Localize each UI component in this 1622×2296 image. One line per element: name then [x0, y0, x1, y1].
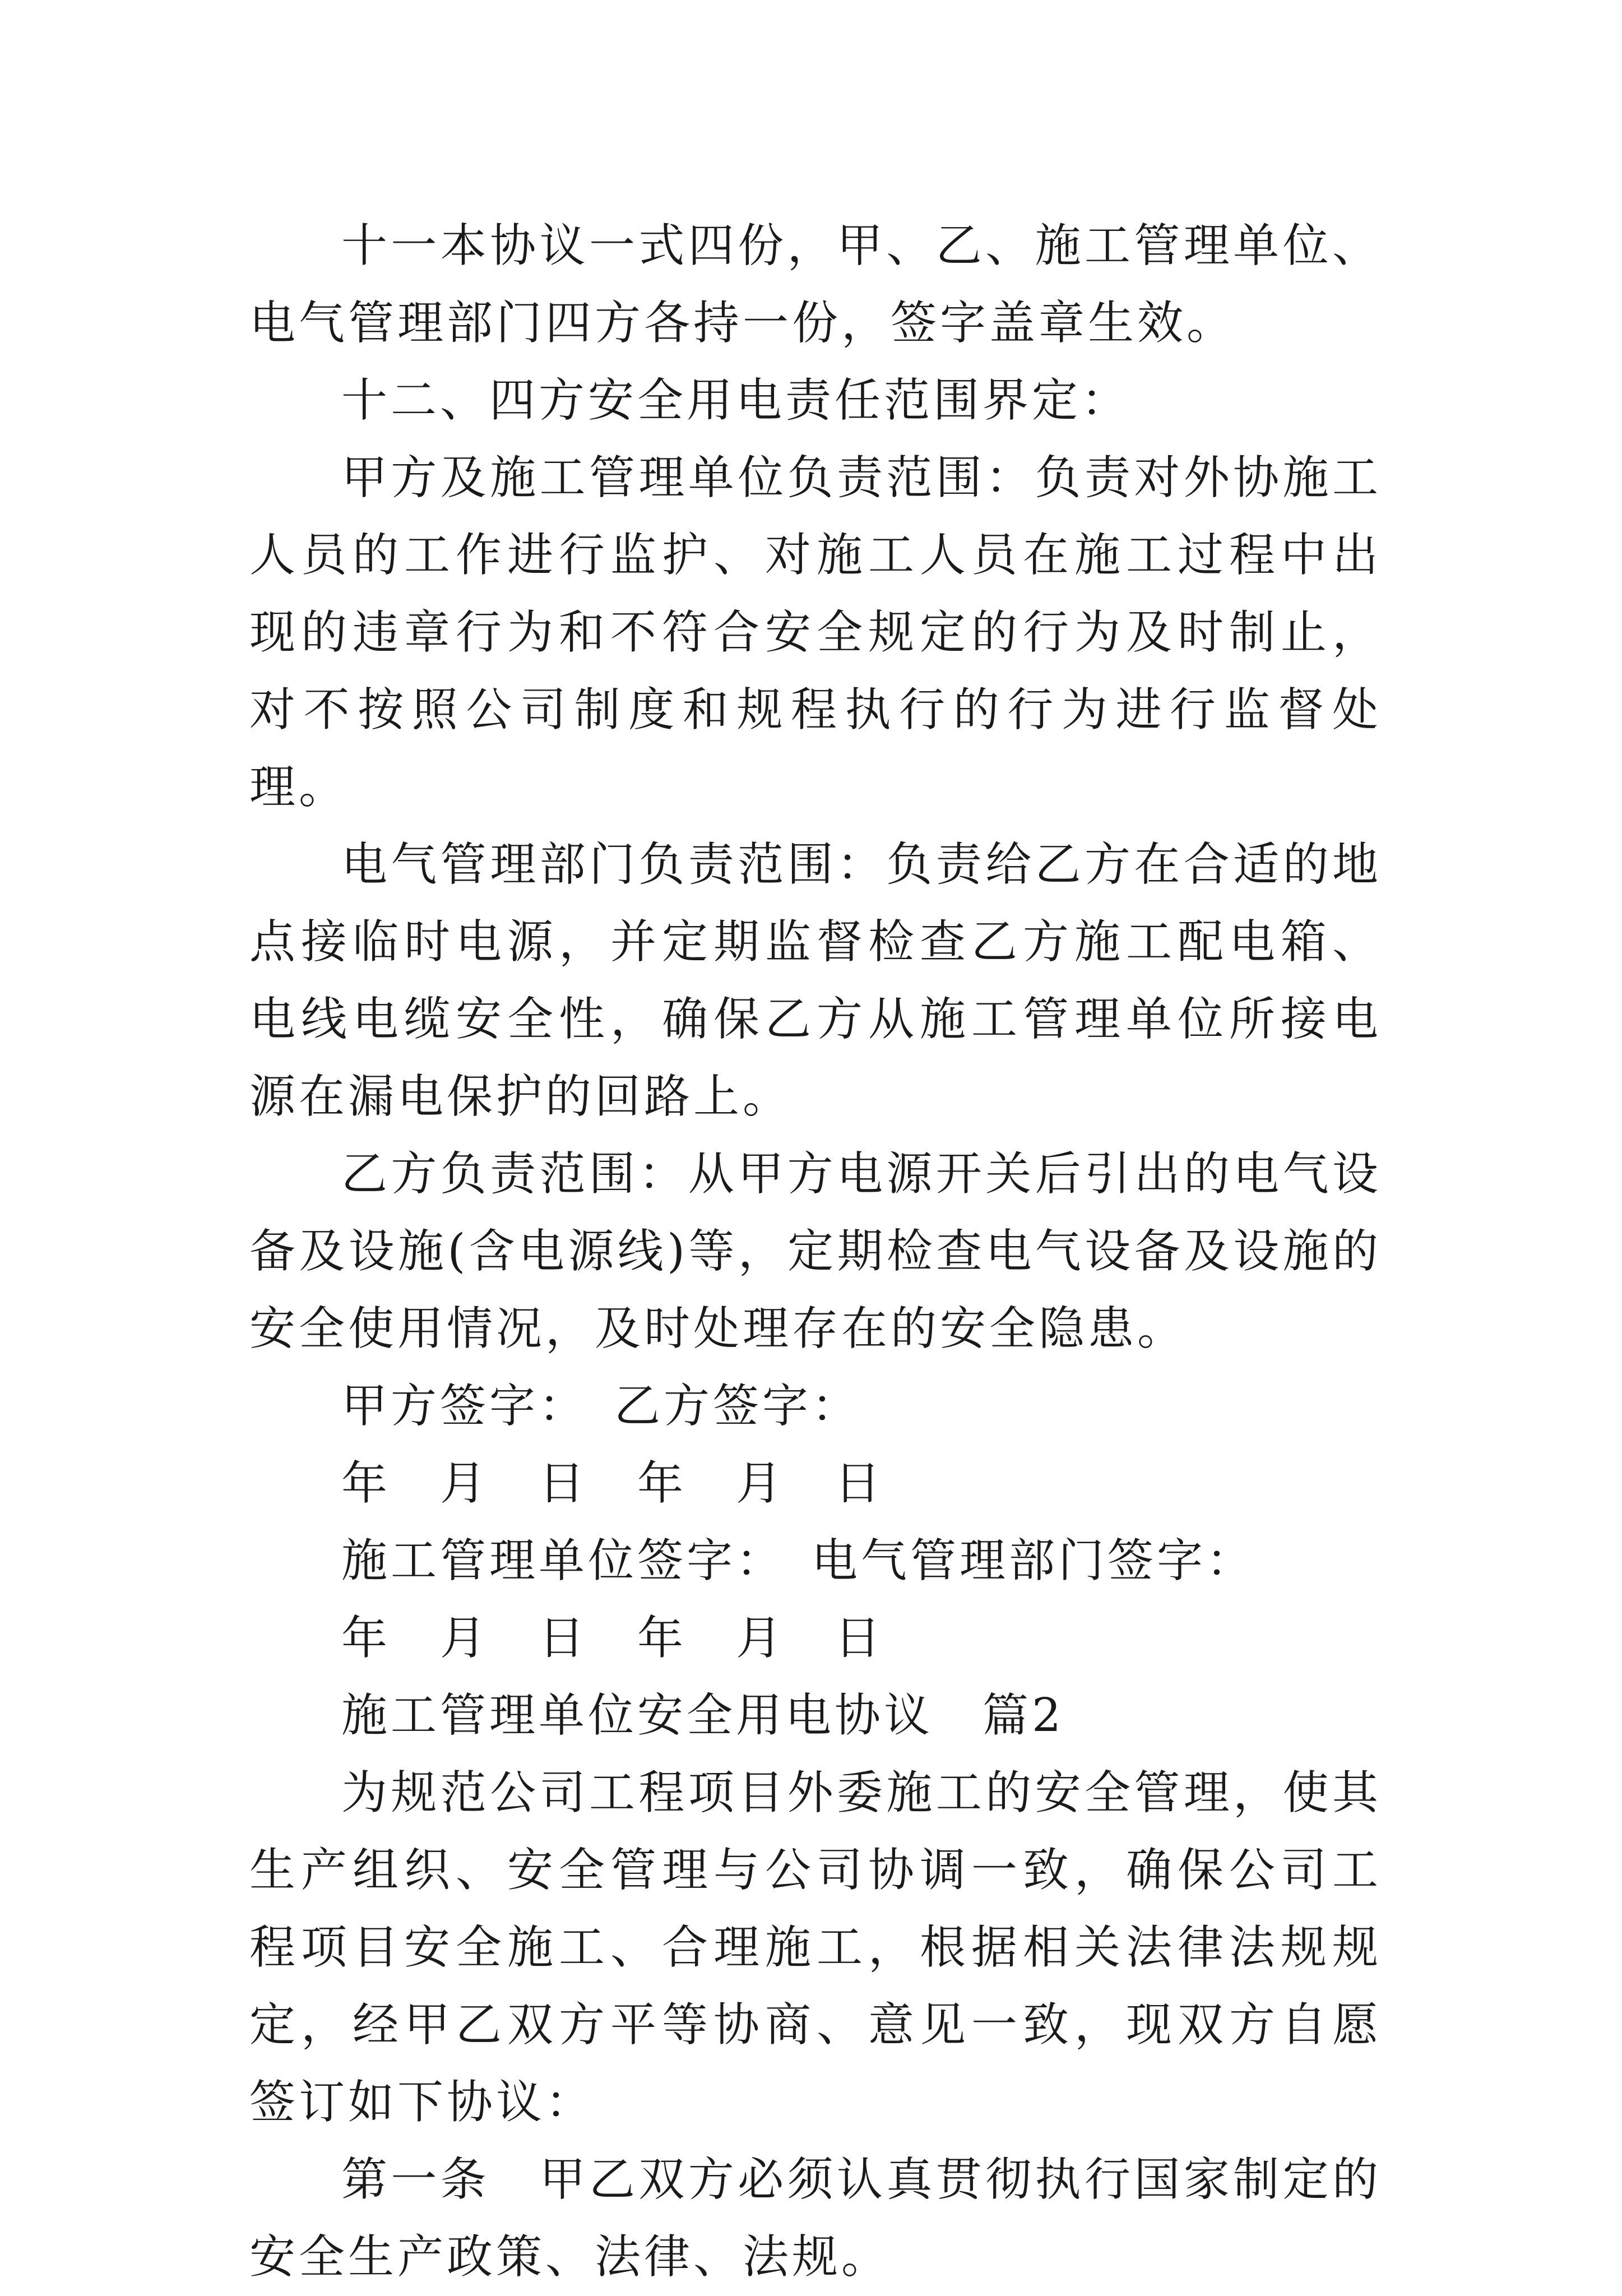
- preamble-paragraph: 为规范公司工程项目外委施工的安全管理，使其生产组织、安全管理与公司协调一致，确保公司工程项目安全施工、合理施工，根据相关法律法规规定，经甲乙双方平等协商、意见一致，现双方自愿签订如下协议：: [249, 1766, 1382, 2129]
- party-b-responsibility-paragraph: 乙方负责范围：从甲方电源开关后引出的电气设备及设施(含电源线)等，定期检查电气设备及设施的安全使用情况，及时处理存在的安全隐患。: [249, 1147, 1382, 1355]
- clause-twelve-heading: 十二、四方安全用电责任范围界定：: [341, 374, 1131, 427]
- party-a-responsibility-paragraph: 甲方及施工管理单位负责范围：负责对外协施工人员的工作进行监护、对施工人员在施工过程中出现的违章行为和不符合安全规定的行为及时制止，对不按照公司制度和规程执行的行为进行监督处理。: [249, 451, 1382, 814]
- date-line-units: 年 月 日 年 月 日: [341, 1612, 884, 1665]
- clause-eleven-paragraph: 十一本协议一式四份，甲、乙、施工管理单位、电气管理部门四方各持一份，签字盖章生效。: [249, 219, 1382, 350]
- document-body: [249, 207, 1382, 2296]
- electrical-dept-responsibility-paragraph: 电气管理部门负责范围：负责给乙方在合适的地点接临时电源，并定期监督检查乙方施工配电箱、电线电缆安全性，确保乙方从施工管理单位所接电源在漏电保护的回路上。: [249, 838, 1382, 1123]
- article-one-paragraph: 第一条 甲乙双方必须认真贯彻执行国家制定的安全生产政策、法律、法规。: [249, 2153, 1382, 2284]
- date-line-parties: 年 月 日 年 月 日: [341, 1457, 884, 1510]
- signature-line-parties: 甲方签字： 乙方签字：: [341, 1380, 861, 1433]
- section-title: 施工管理单位安全用电协议 篇2: [341, 1689, 1065, 1742]
- signature-line-units: 施工管理单位签字： 电气管理部门签字：: [341, 1534, 1256, 1587]
